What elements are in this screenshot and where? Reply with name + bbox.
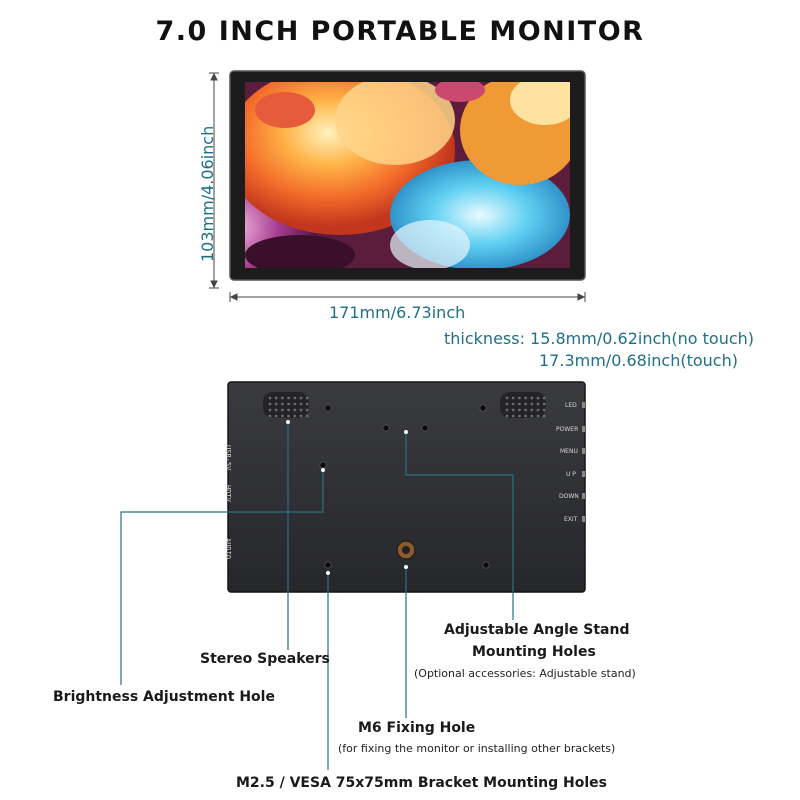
button-label-down: DOWN [559, 493, 579, 500]
speaker-grille-dot [537, 415, 540, 418]
speaker-grille-dot [543, 397, 546, 400]
stand-callout-label-line1: Adjustable Angle Stand [444, 622, 630, 638]
m6-fixing-hole [397, 541, 415, 559]
speaker-grille-dot [281, 403, 284, 406]
speaker-grille-dot [300, 415, 303, 418]
speaker-grille-dot [269, 403, 272, 406]
speaker-grille-dot [530, 403, 533, 406]
thickness-label-line1: thickness: 15.8mm/0.62inch(no touch) [444, 329, 755, 348]
speaker-grille-dot [518, 415, 521, 418]
speaker-grille-dot [300, 409, 303, 412]
speaker-grille-dot [306, 409, 309, 412]
speaker-grille-dot [287, 415, 290, 418]
button-label-menu: MENU [560, 448, 578, 455]
speaker-grille-dot [512, 409, 515, 412]
brightness-callout-label: Brightness Adjustment Hole [53, 689, 275, 705]
port-label-usb: USB-5V [224, 445, 232, 471]
speaker-grille-dot [269, 397, 272, 400]
speaker-grille-dot [281, 409, 284, 412]
speaker-grille-dot [543, 415, 546, 418]
stand-callout-note: (Optional accessories: Adjustable stand) [414, 667, 636, 680]
m6-callout-label: M6 Fixing Hole [358, 720, 476, 736]
thickness-label-line2: 17.3mm/0.68inch(touch) [539, 351, 738, 370]
speaker-grille-dot [543, 409, 546, 412]
speaker-grille-dot [524, 397, 527, 400]
button-label-led: LED [565, 402, 577, 409]
speaker-grille-dot [543, 403, 546, 406]
speaker-grille-dot [281, 397, 284, 400]
speaker-grille-dot [306, 415, 309, 418]
speakers-callout-label: Stereo Speakers [200, 651, 330, 667]
speaker-grille-dot [537, 397, 540, 400]
speaker-grille-dot [275, 403, 278, 406]
speaker-grille-dot [518, 397, 521, 400]
speaker-grille-dot [287, 397, 290, 400]
speaker-grille-dot [269, 415, 272, 418]
speaker-grille-dot [506, 403, 509, 406]
speaker-grille-dot [287, 403, 290, 406]
m6-callout-note: (for fixing the monitor or installing other brackets) [338, 742, 616, 755]
width-dimension-label: 171mm/6.73inch [329, 303, 466, 322]
speaker-grille-dot [269, 409, 272, 412]
speaker-grille-dot [293, 397, 296, 400]
port-label-hdtv: HDTV [224, 485, 232, 502]
speaker-grille-dot [506, 415, 509, 418]
width-dimension-line [230, 292, 585, 302]
speaker-grille-dot [293, 403, 296, 406]
speaker-grille-dot [275, 397, 278, 400]
speaker-grille-dot [506, 409, 509, 412]
speaker-grille-dot [512, 415, 515, 418]
speaker-grille-dot [537, 403, 540, 406]
height-dimension-label: 103mm/4.06inch [198, 125, 217, 262]
speaker-grille-dot [281, 415, 284, 418]
button-label-exit: EXIT [564, 516, 578, 523]
monitor-front [180, 65, 585, 290]
speaker-grille-dot [518, 403, 521, 406]
speaker-grille-dot [524, 415, 527, 418]
speaker-grille-dot [506, 397, 509, 400]
speaker-grille-dot [306, 403, 309, 406]
speaker-grille-dot [300, 403, 303, 406]
speaker-grille-dot [275, 409, 278, 412]
speaker-grille-dot [512, 403, 515, 406]
speaker-grille-dot [518, 409, 521, 412]
speaker-grille-dot [306, 397, 309, 400]
port-label-audio: AUDIO [224, 538, 232, 560]
button-label-up: U P [566, 471, 576, 478]
speaker-grille-dot [287, 409, 290, 412]
speaker-grille-dot [530, 397, 533, 400]
speaker-grille-dot [530, 409, 533, 412]
speaker-grille-dot [512, 397, 515, 400]
speaker-grille-dot [537, 409, 540, 412]
speaker-grille-dot [293, 415, 296, 418]
monitor-back [228, 382, 585, 592]
speaker-grille-dot [275, 415, 278, 418]
button-label-power: POWER [556, 426, 579, 433]
vesa-callout-label: M2.5 / VESA 75x75mm Bracket Mounting Holes [236, 775, 607, 791]
speaker-grille-dot [293, 409, 296, 412]
stand-callout-label-line2: Mounting Holes [472, 644, 596, 660]
speaker-grille-dot [524, 403, 527, 406]
page-title: 7.0 INCH PORTABLE MONITOR [155, 16, 645, 47]
speaker-grille-dot [530, 415, 533, 418]
speaker-grille-dot [300, 397, 303, 400]
speaker-grille-dot [524, 409, 527, 412]
